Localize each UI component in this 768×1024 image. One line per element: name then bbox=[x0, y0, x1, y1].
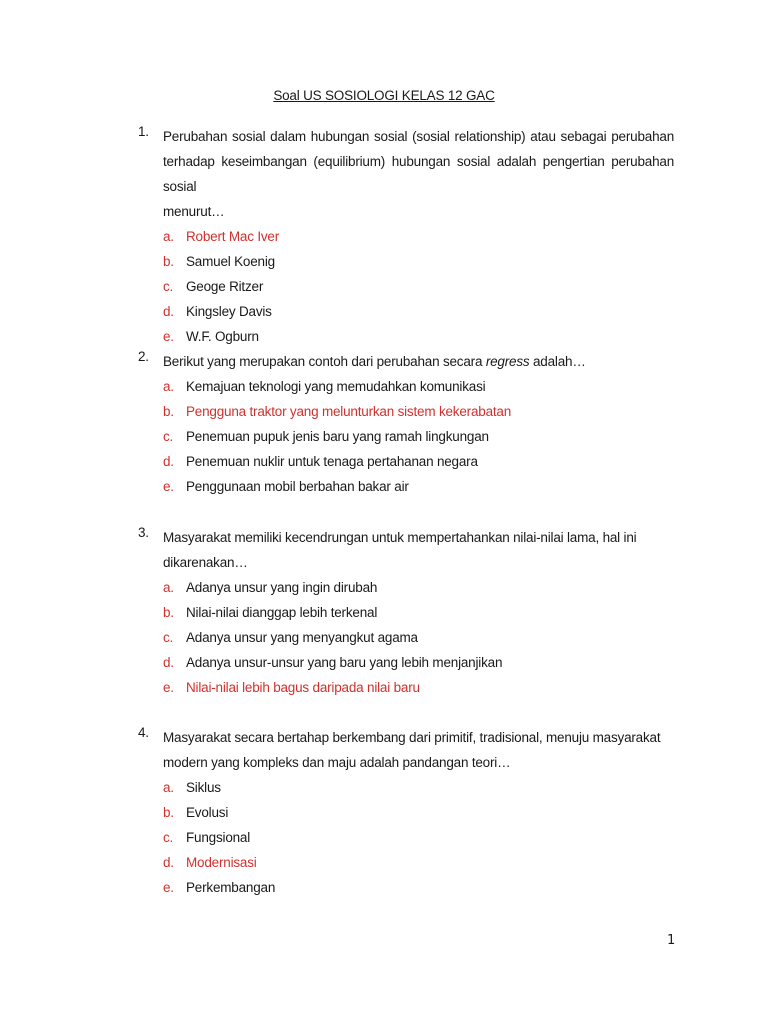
option-list bbox=[163, 374, 674, 499]
option-c bbox=[163, 274, 674, 299]
option-text: W.F. Ogburn bbox=[186, 329, 259, 344]
option-list bbox=[163, 224, 674, 349]
option-list bbox=[163, 775, 674, 900]
question-3 bbox=[138, 525, 674, 700]
option-d bbox=[163, 449, 674, 474]
option-letter: b. bbox=[163, 254, 174, 269]
option-e bbox=[163, 474, 674, 499]
option-text: Nilai-nilai lebih bagus daripada nilai baru bbox=[186, 680, 420, 695]
question-4 bbox=[138, 725, 674, 900]
option-text: Siklus bbox=[186, 780, 221, 795]
option-letter: d. bbox=[163, 855, 174, 870]
question-italic-term: regress bbox=[485, 354, 530, 369]
option-b bbox=[163, 399, 674, 424]
option-c bbox=[163, 424, 674, 449]
option-letter: b. bbox=[163, 404, 174, 419]
option-text: Adanya unsur-unsur yang baru yang lebih menjanjikan bbox=[186, 655, 503, 670]
option-letter: c. bbox=[163, 830, 174, 845]
question-text-before: Berikut yang merupakan contoh dari perubahan secara bbox=[163, 354, 486, 369]
option-a bbox=[163, 575, 674, 600]
page-number: 1 bbox=[667, 933, 676, 948]
option-text: Nilai-nilai dianggap lebih terkenal bbox=[186, 605, 378, 620]
question-1 bbox=[138, 124, 674, 349]
option-letter: a. bbox=[163, 580, 174, 595]
option-c bbox=[163, 825, 674, 850]
option-text: Robert Mac Iver bbox=[186, 229, 280, 244]
option-b bbox=[163, 249, 674, 274]
option-e bbox=[163, 324, 674, 349]
option-letter: e. bbox=[163, 880, 174, 895]
option-text: Penggunaan mobil berbahan bakar air bbox=[186, 479, 409, 494]
question-text bbox=[163, 349, 674, 374]
option-letter: b. bbox=[163, 605, 174, 620]
question-line: terhadap keseimbangan (equilibrium) hubungan sosial adalah pengertian perubahan sosial bbox=[163, 154, 674, 194]
question-number: 4. bbox=[138, 725, 149, 740]
option-d bbox=[163, 299, 674, 324]
option-letter: a. bbox=[163, 379, 174, 394]
question-line bbox=[163, 349, 674, 374]
option-text: Samuel Koenig bbox=[186, 254, 275, 269]
question-number: 1. bbox=[138, 124, 149, 139]
option-text: Evolusi bbox=[186, 805, 229, 820]
option-a bbox=[163, 224, 674, 249]
option-b bbox=[163, 600, 674, 625]
option-letter: e. bbox=[163, 329, 174, 344]
option-a bbox=[163, 374, 674, 399]
question-2 bbox=[138, 349, 674, 499]
option-d bbox=[163, 650, 674, 675]
option-letter: a. bbox=[163, 780, 174, 795]
question-text bbox=[163, 525, 674, 575]
option-text: Penemuan nuklir untuk tenaga pertahanan negara bbox=[186, 454, 478, 469]
option-d bbox=[163, 850, 674, 875]
option-text: Adanya unsur yang menyangkut agama bbox=[186, 630, 418, 645]
option-letter: d. bbox=[163, 454, 174, 469]
option-letter: d. bbox=[163, 655, 174, 670]
option-list bbox=[163, 575, 674, 700]
question-line: menurut… bbox=[163, 204, 225, 219]
question-text bbox=[163, 124, 674, 224]
option-letter: c. bbox=[163, 630, 174, 645]
option-e bbox=[163, 675, 674, 700]
option-text: Perkembangan bbox=[186, 880, 276, 895]
option-letter: c. bbox=[163, 429, 174, 444]
option-text: Pengguna traktor yang melunturkan sistem kekerabatan bbox=[186, 404, 512, 419]
question-line: modern yang kompleks dan maju adalah pandangan teori… bbox=[163, 755, 511, 770]
option-text: Adanya unsur yang ingin dirubah bbox=[186, 580, 378, 595]
question-line: Perubahan sosial dalam hubungan sosial (sosial relationship) atau sebagai perubahan bbox=[163, 129, 674, 144]
option-letter: b. bbox=[163, 805, 174, 820]
question-line: dikarenakan… bbox=[163, 555, 248, 570]
option-text: Kingsley Davis bbox=[186, 304, 272, 319]
option-c bbox=[163, 625, 674, 650]
option-text: Kemajuan teknologi yang memudahkan komunikasi bbox=[186, 379, 486, 394]
option-text: Geoge Ritzer bbox=[186, 279, 264, 294]
question-text bbox=[163, 725, 674, 775]
option-letter: c. bbox=[163, 279, 174, 294]
question-text-after: adalah… bbox=[529, 354, 586, 369]
option-letter: a. bbox=[163, 229, 174, 244]
option-text: Fungsional bbox=[186, 830, 251, 845]
option-letter: e. bbox=[163, 479, 174, 494]
option-a bbox=[163, 775, 674, 800]
option-e bbox=[163, 875, 674, 900]
question-number: 3. bbox=[138, 525, 149, 540]
option-b bbox=[163, 800, 674, 825]
option-letter: d. bbox=[163, 304, 174, 319]
option-text: Penemuan pupuk jenis baru yang ramah lingkungan bbox=[186, 429, 489, 444]
option-text: Modernisasi bbox=[186, 855, 257, 870]
option-letter: e. bbox=[163, 680, 174, 695]
question-number: 2. bbox=[138, 349, 149, 364]
question-line: Masyarakat secara bertahap berkembang dari primitif, tradisional, menuju masyarakat bbox=[163, 730, 661, 745]
page-title: Soal US SOSIOLOGI KELAS 12 GAC bbox=[273, 88, 495, 103]
question-line: Masyarakat memiliki kecendrungan untuk mempertahankan nilai-nilai lama, hal ini bbox=[163, 530, 637, 545]
